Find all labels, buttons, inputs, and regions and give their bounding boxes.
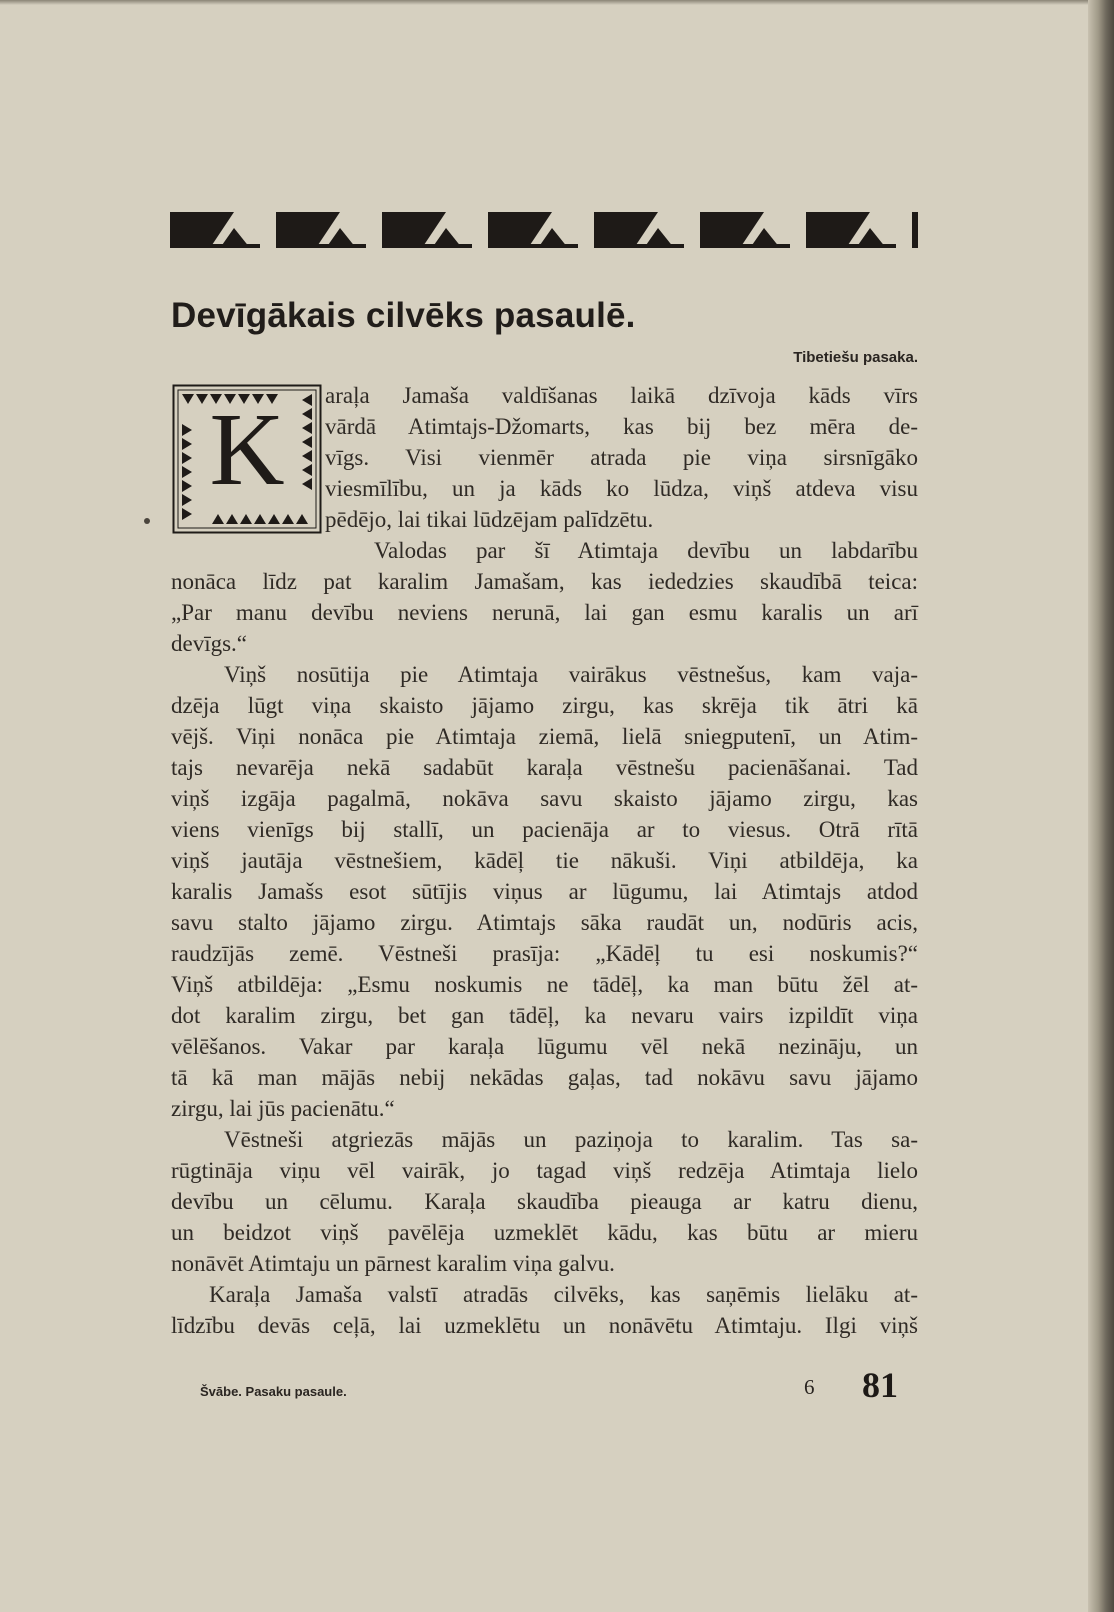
text-line: Valodas par šī Atimtaja devību un labdarību (374, 538, 918, 563)
text-line: vīgs. Visi vienmēr atrada pie viņa sirsnīgāko (325, 445, 918, 470)
text-line: viņš izgāja pagalmā, nokāva savu skaisto jājamo zirgu, kas (171, 786, 918, 811)
text-line: dzēja lūgt viņa skaisto jājamo zirgu, kas skrēja tik ātri kā (171, 693, 918, 718)
text-line: araļa Jamaša valdīšanas laikā dzīvoja kāds vīrs (325, 383, 918, 408)
text-line: savu stalto jājamo zirgu. Atimtajs sāka raudāt un, nodūris acis, (171, 910, 918, 935)
text-line: viens vienīgs bij stallī, un pacienāja ar to viesus. Otrā rītā (171, 817, 918, 842)
text-line: tā kā man mājās nebij nekādas gaļas, tad nokāvu savu jājamo (171, 1065, 918, 1090)
text-line: „Par manu devību neviens nerunā, lai gan esmu karalis un arī (171, 600, 918, 625)
page-binding-edge (1088, 0, 1114, 1612)
footer-signature-mark: 6 (804, 1375, 815, 1399)
text-line: tajs nevarēja nekā sadabūt karaļa vēstnešu pacienāšanai. Tad (171, 755, 918, 780)
text-line: nonāvēt Atimtaju un pārnest karalim viņa galvu. (171, 1251, 615, 1276)
drop-cap (172, 384, 322, 534)
text-line: raudzījās zemē. Vēstneši prasīja: „Kādēļ tu esi noskumis?“ (171, 941, 918, 966)
drop-cap-letter: K (209, 392, 285, 507)
text-line: viņš jautāja vēstnešiem, kādēļ tie nākuši. Viņi atbildēja, ka (171, 848, 918, 873)
text-line: devīgs.“ (171, 631, 248, 656)
text-line: rūgtināja viņu vēl vairāk, jo tagad viņš redzēja Atimtaja lielo (171, 1158, 918, 1183)
text-line: līdzību devās ceļā, lai uzmeklētu un nonāvētu Atimtaju. Ilgi viņš (171, 1313, 918, 1338)
text-line: pēdējo, lai tikai lūdzējam palīdzētu. (325, 507, 654, 532)
text-line: vārdā Atimtajs-Džomarts, kas bij bez mēra de- (325, 414, 918, 439)
page-subtitle: Tibetiešu pasaka. (793, 349, 918, 366)
text-line: Vēstneši atgriezās mājās un paziņoja to karalim. Tas sa- (224, 1127, 918, 1152)
text-line: Viņš atbildēja: „Esmu noskumis ne tādēļ, ka man būtu žēl at- (171, 972, 918, 997)
text-line: nonāca līdz pat karalim Jamašam, kas iededzies skaudībā teica: (171, 569, 918, 594)
text-line: vēlēšanos. Vakar par karaļa lūgumu vēl nekā nezināju, un (171, 1034, 918, 1059)
text-line: devību un cēlumu. Karaļa skaudība pieauga ar katru dienu, (171, 1189, 918, 1214)
page-top-edge (0, 0, 1090, 5)
text-line: viesmīlību, un ja kāds ko lūdza, viņš atdeva visu (325, 476, 918, 501)
margin-mark (144, 518, 150, 524)
ornament-border (170, 212, 918, 248)
page-title: Devīgākais cilvēks pasaulē. (171, 296, 636, 335)
page-number: 81 (862, 1365, 898, 1405)
text-line: vējš. Viņi nonāca pie Atimtaja ziemā, lielā sniegputenī, un Atim- (171, 724, 918, 749)
text-line: karalis Jamašs esot sūtījis viņus ar lūgumu, lai Atimtajs atdod (171, 879, 918, 904)
text-line: Viņš nosūtija pie Atimtaja vairākus vēstnešus, kam vaja- (224, 662, 918, 687)
footer-book-title: Švābe. Pasaku pasaule. (200, 1384, 347, 1399)
text-line: zirgu, lai jūs pacienātu.“ (171, 1096, 395, 1121)
text-line: un beidzot viņš pavēlēja uzmeklēt kādu, kas būtu ar mieru (171, 1220, 918, 1245)
text-line: Karaļa Jamaša valstī atradās cilvēks, kas saņēmis lielāku at- (209, 1282, 918, 1307)
text-line: dot karalim zirgu, bet gan tādēļ, ka nevaru vairs izpildīt viņa (171, 1003, 918, 1028)
